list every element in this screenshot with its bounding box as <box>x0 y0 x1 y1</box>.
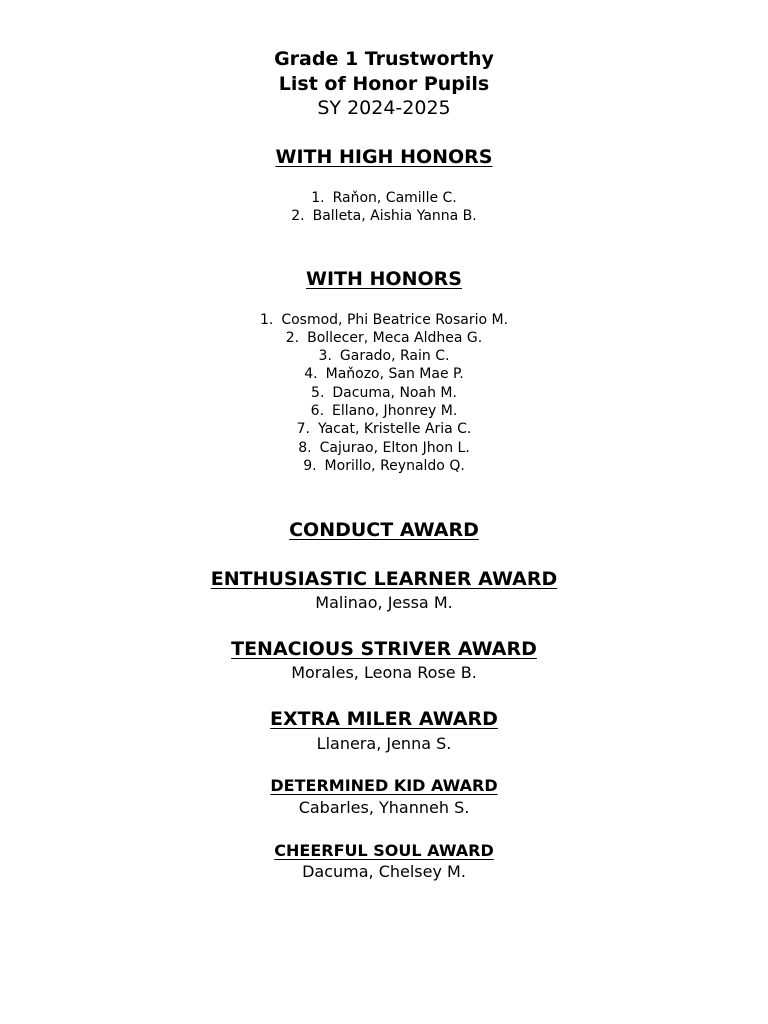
award-title: EXTRA MILER AWARD <box>270 708 498 730</box>
award-title: ENTHUSIASTIC LEARNER AWARD <box>210 568 558 590</box>
list-item-number: 9. <box>303 458 317 474</box>
list-item-name: Balleta, Aishia Yanna B. <box>312 208 477 224</box>
conduct-award-heading: CONDUCT AWARD <box>289 519 479 541</box>
list-item <box>0 207 768 225</box>
list-item <box>0 329 768 347</box>
list-item-name: Ellano, Jhonrey M. <box>332 403 458 419</box>
list-item-number: 5. <box>311 385 325 401</box>
list-item <box>0 420 768 438</box>
list-item-name: Bollecer, Meca Aldhea G. <box>307 330 483 346</box>
list-item <box>0 347 768 365</box>
list-item-number: 1. <box>311 190 325 206</box>
list-item-number: 2. <box>291 208 305 224</box>
award-winner: Llanera, Jenna S. <box>316 734 452 753</box>
list-item <box>0 311 768 329</box>
award-winner: Morales, Leona Rose B. <box>291 663 477 682</box>
list-item-number: 1. <box>259 312 274 328</box>
award-winner: Malinao, Jessa M. <box>315 593 453 612</box>
list-item <box>0 384 768 402</box>
list-item <box>0 439 768 457</box>
award-title: TENACIOUS STRIVER AWARD <box>231 638 537 660</box>
list-item <box>0 402 768 420</box>
list-item <box>0 189 768 207</box>
list-item-name: Cajurao, Elton Jhon L. <box>319 440 470 456</box>
list-item-name: Raňon, Camille C. <box>332 190 457 206</box>
award-title: CHEERFUL SOUL AWARD <box>274 841 494 860</box>
award-winner: Cabarles, Yhanneh S. <box>298 798 470 817</box>
high-honors-heading: WITH HIGH HONORS <box>275 146 493 168</box>
list-item-number: 2. <box>285 330 300 346</box>
header-line-1: Grade 1 Trustworthy <box>274 48 494 70</box>
list-item-name: Cosmod, Phi Beatrice Rosario M. <box>281 312 509 328</box>
list-item-number: 7. <box>296 421 310 437</box>
list-item <box>0 457 768 475</box>
list-item-number: 6. <box>310 403 325 419</box>
list-item-name: Yacat, Kristelle Aria C. <box>317 421 472 437</box>
header-line-2: List of Honor Pupils <box>278 73 490 95</box>
honors-heading: WITH HONORS <box>306 268 462 290</box>
list-item-name: Morillo, Reynaldo Q. <box>324 458 465 474</box>
list-item-number: 3. <box>318 348 332 364</box>
list-item-number: 8. <box>298 440 312 456</box>
list-item-name: Maňozo, San Mae P. <box>325 366 464 382</box>
award-title: DETERMINED KID AWARD <box>270 776 498 795</box>
list-item-name: Garado, Rain C. <box>339 348 450 364</box>
award-winner: Dacuma, Chelsey M. <box>302 862 466 881</box>
list-item <box>0 365 768 383</box>
list-item-number: 4. <box>304 366 318 382</box>
school-year: SY 2024-2025 <box>317 97 451 119</box>
list-item-name: Dacuma, Noah M. <box>332 385 457 401</box>
